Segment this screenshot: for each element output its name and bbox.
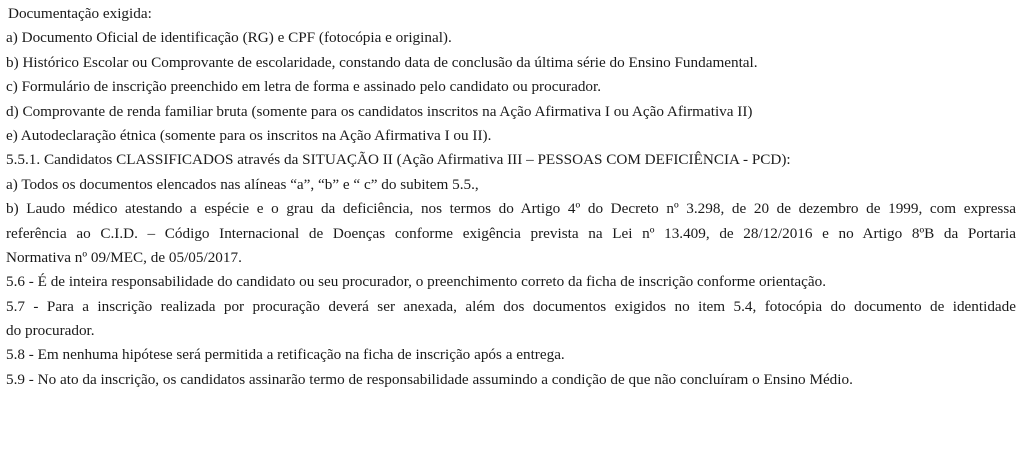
clause-5-8: 5.8 - Em nenhuma hipótese será permitida a retificação na ficha de inscrição após a entrega. xyxy=(6,346,565,364)
requirement-c: c) Formulário de inscrição preenchido em letra de forma e assinado pelo candidato ou procurador. xyxy=(6,78,602,96)
clause-5-9: 5.9 - No ato da inscrição, os candidatos assinarão termo de responsabilidade assumindo a condição de que não concluíram o Ensino Médio. xyxy=(6,370,853,388)
clause-5-7-line-1: 5.7 - Para a inscrição realizada por procuração deverá ser anexada, além dos documentos exigidos no item 5.4, fotocópia do documento de identidade xyxy=(6,297,1016,315)
section-heading: Documentação exigida: xyxy=(8,5,152,22)
requirement-e: e) Autodeclaração étnica (somente para os inscritos na Ação Afirmativa I ou II). xyxy=(6,126,492,144)
subsection-551-item-b-line-2: referência ao C.I.D. – Código Internacional de Doenças conforme exigência prevista na Lei nº 13.409, de 28/12/2016 e no Artigo 8ºB da Portaria xyxy=(6,224,1016,242)
subsection-551-item-b-line-3: Normativa nº 09/MEC, de 05/05/2017. xyxy=(6,248,242,266)
subsection-551-title: 5.5.1. Candidatos CLASSIFICADOS através da SITUAÇÃO II (Ação Afirmativa III – PESSOAS COM DEFICIÊNCIA - PCD): xyxy=(6,151,791,169)
requirement-b: b) Histórico Escolar ou Comprovante de escolaridade, constando data de conclusão da última série do Ensino Fundamental. xyxy=(6,53,758,71)
clause-5-6: 5.6 - É de inteira responsabilidade do candidato ou seu procurador, o preenchimento correto da ficha de inscrição conforme orientação. xyxy=(6,273,827,291)
requirement-d: d) Comprovante de renda familiar bruta (somente para os candidatos inscritos na Ação Afirmativa I ou Ação Afirmativa II) xyxy=(6,102,753,120)
subsection-551-item-a: a) Todos os documentos elencados nas alíneas “a”, “b” e “ c” do subitem 5.5., xyxy=(6,175,479,193)
requirement-a: a) Documento Oficial de identificação (RG) e CPF (fotocópia e original). xyxy=(6,29,452,47)
clause-5-7-line-2: do procurador. xyxy=(6,322,95,340)
subsection-551-item-b-line-1: b) Laudo médico atestando a espécie e o grau da deficiência, nos termos do Artigo 4º do Decreto nº 3.298, de 20 de dezembro de 1999, com expressa xyxy=(6,200,1016,218)
